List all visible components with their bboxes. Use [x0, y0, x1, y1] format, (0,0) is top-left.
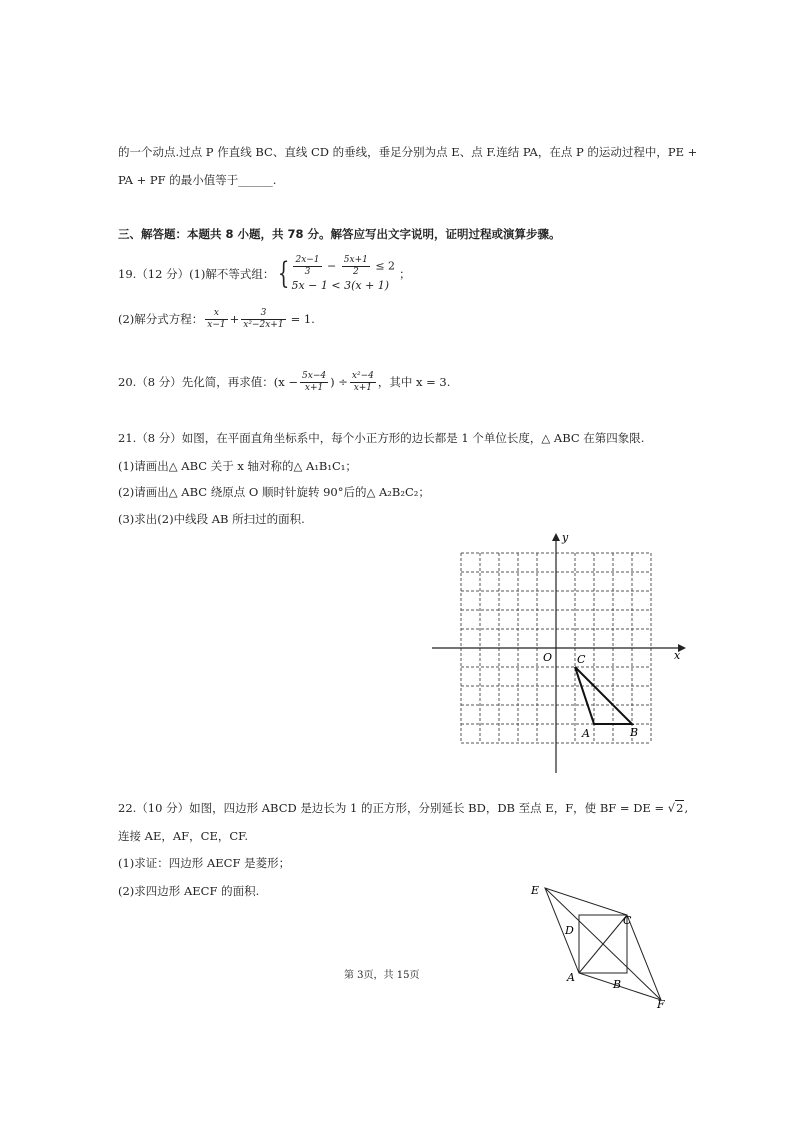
q20-num1: 5x−4	[302, 370, 327, 381]
q22-line2: 连接 AE，AF，CE，CF.	[118, 829, 248, 843]
q20-suffix: ，其中 x = 3.	[377, 375, 451, 389]
q20	[118, 368, 450, 396]
point-e-label: E	[531, 884, 540, 897]
q20-prefix: 20.（8 分）先化简，再求值：(x −	[118, 375, 299, 389]
q19-system	[291, 255, 395, 293]
intro-line-2: PA + PF 的最小值等于______.	[118, 173, 277, 187]
point-d-label: D	[565, 924, 574, 937]
q19-end1: ；	[399, 267, 411, 281]
q19-eq-den2: x²−2x+1	[243, 319, 284, 330]
point-c-label-22: C	[623, 914, 632, 927]
q22-stem-pre: 22.（10 分）如图，四边形 ABCD 是边长为 1 的正方形，分别延长 BD，DB 至点 E，F，使 BF = DE =	[118, 801, 665, 815]
q20-mid: ) ÷	[330, 375, 348, 389]
origin-label: O	[543, 651, 553, 664]
q22-stem	[118, 800, 688, 816]
q22-part2: (2)求四边形 AECF 的面积.	[118, 884, 260, 898]
q19-eq-num1: x	[205, 308, 227, 320]
point-b-label-22: B	[613, 978, 622, 991]
point-f-label: F	[657, 998, 665, 1011]
q20-den2: x+1	[353, 382, 373, 393]
x-axis-label: x	[674, 649, 681, 662]
q19-eq-rhs: = 1.	[290, 312, 315, 326]
q19-part1	[118, 256, 411, 292]
q21-part2: (2)请画出△ ABC 绕原点 O 顺时针旋转 90°后的△ A₂B₂C₂；	[118, 485, 430, 499]
sqrt-icon: √	[667, 801, 676, 815]
triangle-abc	[575, 667, 632, 724]
intro-line-1: 的一个动点.过点 P 作直线 BC、直线 CD 的垂线，垂足分别为点 E、点 F.连结 PA，在点 P 的运动过程中，PE +	[118, 145, 698, 159]
page-footer: 第 3页，共 15页	[344, 970, 420, 981]
q19-ineq1-den1: 3	[304, 267, 311, 277]
diagonal-ac	[579, 915, 627, 973]
q21-figure	[420, 525, 690, 780]
q19-brace: {	[278, 256, 290, 291]
section-3-heading: 三、解答题：本题共 8 小题，共 78 分。解答应写出文字说明，证明过程或演算步骤。	[118, 227, 561, 241]
q19-ineq1-den2: 2	[352, 267, 359, 277]
q22-sqrt-value: 2	[676, 801, 684, 815]
q21-part1: (1)请画出△ ABC 关于 x 轴对称的△ A₁B₁C₁；	[118, 459, 357, 473]
q21-part3: (3)求出(2)中线段 AB 所扫过的面积.	[118, 512, 305, 526]
q19-ineq1-rhs: ≤ 2	[375, 259, 396, 273]
q19-ineq2: 5x − 1 < 3(x + 1)	[291, 279, 390, 292]
q19-part2	[118, 305, 315, 333]
y-axis-arrow-icon	[552, 533, 560, 541]
q20-den1: x+1	[304, 382, 324, 393]
q20-num2: x²−4	[351, 370, 374, 381]
point-c-label: C	[577, 653, 586, 666]
q21-stem: 21.（8 分）如图，在平面直角坐标系中，每个小正方形的边长都是 1 个单位长度，△ ABC 在第四象限.	[118, 431, 645, 445]
point-a-label-22: A	[567, 971, 575, 984]
point-b-label: B	[630, 726, 639, 739]
q19-ineq1-minus: −	[327, 259, 337, 273]
q22-figure	[525, 878, 685, 1013]
q19-prefix: 19.（12 分）(1)解不等式组：	[118, 267, 275, 281]
q22-part1: (1)求证：四边形 AECF 是菱形；	[118, 856, 291, 870]
point-a-label: A	[582, 727, 590, 740]
q19-part2-prefix: (2)解分式方程：	[118, 312, 204, 326]
q19-ineq1-num1: 2x−1	[295, 255, 320, 265]
q22-stem-post: ,	[684, 801, 689, 815]
q19-eq-plus: +	[229, 312, 240, 326]
q19-eq-den1: x−1	[207, 319, 226, 330]
q19-eq-num2: 3	[241, 308, 285, 320]
y-axis-label: y	[562, 531, 569, 544]
q19-ineq1-num2: 5x+1	[343, 255, 368, 265]
